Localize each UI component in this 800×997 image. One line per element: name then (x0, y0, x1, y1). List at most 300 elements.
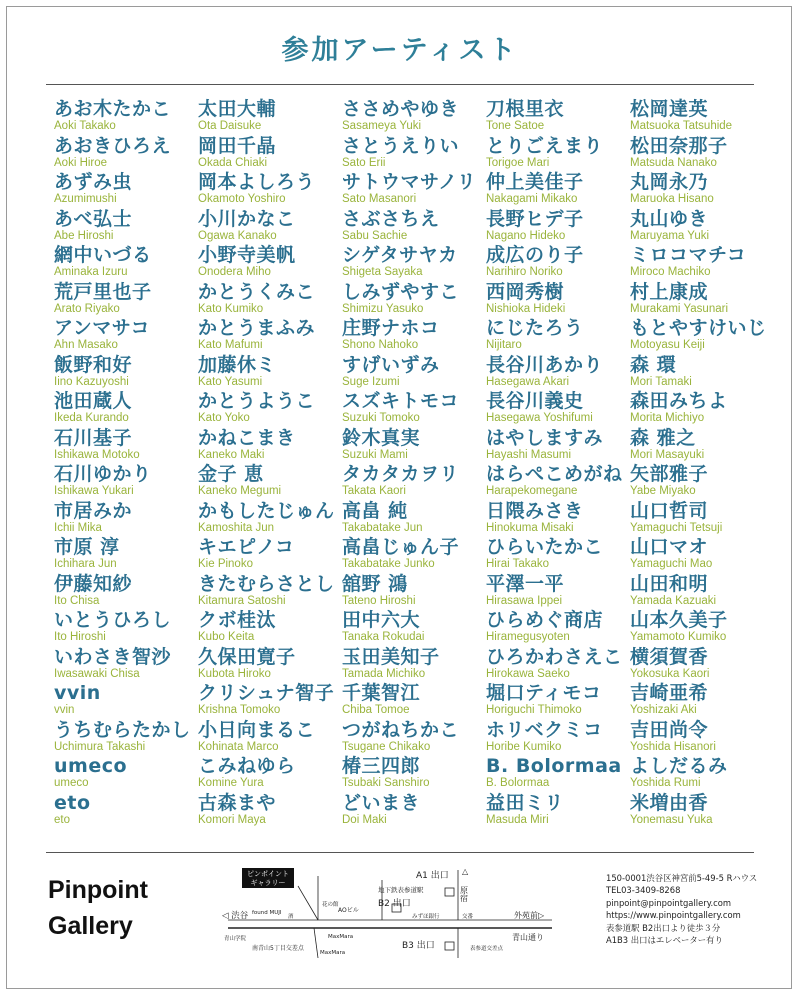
artist-entry (198, 463, 342, 500)
artist-name-japanese: さぶさちえ (342, 207, 440, 230)
artist-name-japanese: B. Bolormaa (486, 755, 622, 777)
elevator-note-text: A1B3 出口はエレベーター有り (606, 935, 723, 946)
artist-entry (486, 317, 630, 354)
artist-entry (54, 390, 198, 427)
artist-name-japanese: vvin (54, 682, 101, 704)
artist-entry (486, 682, 630, 719)
artist-name-romaji: Ikeda Kurando (54, 412, 129, 424)
artist-name-japanese: 平澤一平 (486, 572, 565, 595)
artist-name-romaji: Ogawa Kanako (198, 229, 277, 242)
artist-entry (630, 427, 774, 464)
artist-column-5 (630, 98, 774, 838)
artist-name-romaji: Sato Erii (342, 156, 386, 169)
artist-entry (54, 755, 198, 792)
artist-entry (342, 317, 486, 354)
artist-name-japanese: 小野寺美帆 (198, 244, 296, 266)
artist-name-japanese: 田中六大 (342, 609, 421, 631)
gallery-label-2: ギャラリー (250, 879, 286, 887)
artist-name-japanese: 市原 淳 (54, 536, 120, 558)
artist-name-romaji: Yamaguchi Tetsuji (630, 521, 723, 534)
artist-name-romaji: eto (54, 813, 70, 826)
artist-name-japanese: とりごえまり (486, 134, 604, 157)
artist-entry (54, 500, 198, 537)
gallery-logo (48, 872, 148, 944)
artist-name-japanese: 鈴木真実 (342, 426, 421, 449)
artist-entry (198, 317, 342, 354)
artist-name-japanese: どいまき (342, 791, 421, 814)
artist-name-romaji: Yonemasu Yuka (630, 813, 713, 826)
artist-name-romaji: Torigoe Mari (486, 156, 550, 169)
artist-name-romaji: Aminaka Izuru (54, 266, 128, 278)
artist-entry (198, 281, 342, 318)
artist-entry (198, 354, 342, 391)
artist-entry (54, 463, 198, 500)
artist-name-japanese: 刀根里衣 (486, 98, 565, 120)
minami-aoyama-label: 南青山5丁目交差点 (252, 945, 304, 952)
artist-name-japanese: 椿三四郎 (342, 755, 421, 777)
artist-name-japanese: 山口哲司 (630, 499, 709, 522)
artist-name-japanese: 山本久美子 (630, 609, 728, 631)
artist-name-japanese: ひらめぐ商店 (486, 609, 604, 631)
artist-name-japanese: 森 環 (630, 353, 677, 376)
artist-name-romaji: Suge Izumi (342, 375, 400, 388)
artist-name-romaji: Yamada Kazuaki (630, 594, 717, 607)
side-street-2 (298, 886, 318, 920)
artist-entry (486, 719, 630, 756)
artist-name-japanese: 益田ミリ (486, 791, 565, 814)
artist-name-japanese: きたむらさとし (198, 572, 335, 595)
artist-entry (630, 500, 774, 537)
maxmara-label-2: MaxMara (320, 950, 346, 956)
artist-name-japanese: キエピノコ (198, 536, 295, 558)
artist-name-japanese: クボ桂汰 (198, 609, 277, 631)
artist-entry (54, 281, 198, 318)
side-street-south (314, 928, 318, 958)
station-marker-b3 (445, 942, 454, 950)
artist-name-romaji: Tanaka Rokudai (342, 631, 425, 643)
artist-entry (54, 609, 198, 646)
artist-entry (630, 463, 774, 500)
artist-column-3 (342, 98, 486, 838)
artist-entry (630, 719, 774, 756)
artist-name-romaji: Ishikawa Yukari (54, 485, 134, 497)
artist-name-romaji: Kaneko Megumi (198, 485, 282, 497)
artist-entry (54, 98, 198, 135)
artist-name-romaji: Harapekomegane (486, 485, 578, 497)
artist-name-romaji: Kohinata Marco (198, 740, 279, 753)
artist-entry (342, 354, 486, 391)
artist-name-romaji: Morita Michiyo (630, 412, 705, 424)
artist-entry (54, 719, 198, 756)
artist-name-japanese: eto (54, 791, 91, 814)
artist-column-1 (54, 98, 198, 838)
artist-name-romaji: Hirokawa Saeko (486, 667, 570, 680)
gaienmae-direction: 外苑前▷ (514, 911, 545, 920)
artist-name-romaji: Motoyasu Keiji (630, 339, 705, 351)
artist-name-japanese: 石川ゆかり (54, 463, 152, 485)
artist-name-romaji: Ito Chisa (54, 594, 100, 607)
artist-name-japanese: 長野ヒデ子 (486, 207, 584, 230)
station-marker-a1 (445, 888, 454, 896)
artist-name-japanese: あべ弘士 (54, 207, 133, 230)
ao-building-label: AOビル (338, 907, 359, 914)
artist-entry (630, 573, 774, 610)
artist-name-romaji: Hiramegusyoten (486, 631, 570, 643)
aoyama-gakuin-label: 青山学院 (224, 936, 247, 942)
bottom-divider (46, 852, 754, 853)
artist-name-japanese: あずみ虫 (54, 171, 133, 193)
artist-name-romaji: Kubota Hiroko (198, 667, 271, 680)
artist-name-romaji: Hasegawa Akari (486, 375, 570, 388)
artist-entry (198, 244, 342, 281)
artist-name-romaji: Yoshida Hisanori (630, 740, 716, 753)
b2-exit-label: B2 出口 (378, 899, 411, 909)
artist-name-japanese: 高畠じゅん子 (342, 536, 460, 558)
artist-name-japanese: もとやすけいじ (630, 317, 767, 339)
artist-entry (486, 208, 630, 245)
artist-entry (486, 390, 630, 427)
artist-name-japanese: 久保田寛子 (198, 645, 296, 668)
artist-name-romaji: Ahn Masako (54, 339, 118, 351)
artist-name-japanese: 米増由香 (630, 791, 709, 814)
artist-name-japanese: かもしたじゅん (198, 499, 335, 522)
artist-entry (630, 390, 774, 427)
artist-name-romaji: Horibe Kumiko (486, 740, 562, 753)
artist-name-japanese: 吉崎亜希 (630, 682, 709, 704)
artist-entry (630, 135, 774, 172)
artist-entry (342, 390, 486, 427)
shibuya-direction: ◁ 渋谷 (222, 911, 249, 921)
artist-entry (342, 244, 486, 281)
artist-name-japanese: ささめやゆき (342, 98, 460, 120)
artist-name-romaji: Aoki Hiroe (54, 156, 108, 169)
artist-entry (486, 354, 630, 391)
artist-name-japanese: かねこまき (198, 426, 296, 449)
artist-name-romaji: Hinokuma Misaki (486, 521, 574, 534)
artist-name-japanese: 荒戸里也子 (54, 280, 152, 303)
aoyama-dori-label: 青山通り (512, 933, 544, 942)
walk-directions-text: 表参道駅 B2出口より徒歩３分 (606, 922, 721, 933)
artist-entry (486, 646, 630, 683)
artist-entry (342, 792, 486, 829)
artist-entry (486, 427, 630, 464)
artist-entry (486, 98, 630, 135)
artist-name-romaji: Suzuki Mami (342, 448, 408, 461)
artist-name-romaji: Miroco Machiko (630, 266, 711, 278)
artist-name-romaji: Ito Hiroshi (54, 631, 106, 643)
artist-name-japanese: 西岡秀樹 (486, 280, 565, 303)
logo-line-2: Gallery (48, 912, 133, 940)
artist-name-romaji: Iino Kazuyoshi (54, 375, 129, 388)
artist-name-japanese: ホリベクミコ (486, 718, 603, 741)
artist-name-japanese: ミロコマチコ (630, 244, 747, 266)
artist-name-japanese: こみねゆら (198, 755, 296, 777)
artist-name-romaji: Ichii Mika (54, 521, 102, 534)
artist-name-romaji: Arato Riyako (54, 302, 120, 315)
omotesando-crossing-label: 表参道交差点 (470, 946, 504, 952)
artist-entry (198, 609, 342, 646)
artist-name-romaji: Ichihara Jun (54, 558, 117, 570)
artist-entry (198, 682, 342, 719)
artist-name-japanese: タカタカヲリ (342, 463, 460, 485)
artist-name-japanese: いわさき智沙 (54, 645, 172, 668)
artist-name-romaji: Shigeta Sayaka (342, 266, 423, 278)
artist-name-japanese: 古森まや (198, 791, 277, 814)
hana-label: 花の館 (322, 902, 339, 908)
artist-name-romaji: Kato Kumiko (198, 302, 264, 315)
artist-entry (198, 171, 342, 208)
artist-name-japanese: 千葉智江 (342, 682, 421, 704)
artist-entry (630, 792, 774, 829)
artist-name-romaji: Sabu Sachie (342, 229, 408, 242)
artist-name-romaji: Sato Masanori (342, 193, 417, 205)
found-muji-label: found MUJI (252, 910, 282, 916)
artist-name-japanese: 加藤休ミ (198, 353, 277, 376)
artist-entry (54, 317, 198, 354)
artist-name-japanese: すげいずみ (342, 353, 440, 376)
artist-name-romaji: Onodera Miho (198, 266, 271, 278)
artist-entry (630, 317, 774, 354)
artist-name-romaji: Uchimura Takashi (54, 740, 146, 753)
artist-name-romaji: Tamada Michiko (342, 667, 426, 680)
artist-name-romaji: Kato Yoko (198, 412, 250, 424)
top-divider (46, 84, 754, 85)
a1-exit-label: A1 出口 (416, 871, 449, 881)
artist-name-japanese: 森田みちよ (630, 390, 728, 412)
artist-entry (486, 536, 630, 573)
artist-name-romaji: Suzuki Tomoko (342, 412, 420, 424)
artist-entry (486, 244, 630, 281)
artist-name-romaji: Hirai Takako (486, 558, 550, 570)
artist-name-japanese: 長谷川義史 (486, 390, 584, 412)
access-map (222, 866, 594, 962)
artist-entry (54, 536, 198, 573)
artist-entry (342, 463, 486, 500)
artist-name-romaji: Yabe Miyako (630, 485, 696, 497)
artist-name-romaji: vvin (54, 704, 75, 716)
artist-name-japanese: うちむらたかし (54, 718, 191, 741)
artist-entry (54, 208, 198, 245)
artist-name-japanese: 金子 恵 (198, 463, 264, 485)
artist-name-romaji: Kubo Keita (198, 631, 255, 643)
artist-name-romaji: Komine Yura (198, 777, 264, 789)
artist-name-romaji: Tsubaki Sanshiro (342, 777, 430, 789)
artist-name-romaji: Yokosuka Kaori (630, 667, 710, 680)
artist-name-japanese: かとうまふみ (198, 317, 316, 339)
b3-exit-label: B3 出口 (402, 941, 435, 951)
artist-name-romaji: Azumimushi (54, 193, 117, 205)
artist-entry (342, 500, 486, 537)
artist-entry (630, 682, 774, 719)
artist-name-romaji: Masuda Miri (486, 813, 549, 826)
artist-name-romaji: Takabatake Jun (342, 521, 423, 534)
email-link[interactable]: pinpoint@pinpointgallery.com (606, 897, 732, 908)
artist-name-japanese: 小日向まるこ (198, 718, 316, 741)
artist-name-romaji: Hirasawa Ippei (486, 594, 563, 607)
artist-entry (630, 281, 774, 318)
artist-entry (54, 573, 198, 610)
artist-name-japanese: アンマサコ (54, 317, 150, 339)
artist-name-romaji: Tsugane Chikako (342, 740, 431, 753)
maxmara-label-1: MaxMara (328, 934, 354, 940)
artist-name-romaji: Kie Pinoko (198, 558, 253, 570)
artist-entry (198, 135, 342, 172)
artist-name-japanese: 村上康成 (630, 280, 709, 303)
artist-name-romaji: Kato Mafumi (198, 339, 263, 351)
artist-entry (486, 609, 630, 646)
artist-name-japanese: 丸岡永乃 (630, 171, 709, 193)
mizuho-label: みずほ銀行 (412, 914, 440, 920)
artist-name-japanese: クリシュナ智子 (198, 682, 335, 704)
artist-name-japanese: はらぺこめがね (486, 463, 623, 485)
artist-name-romaji: Hasegawa Yoshifumi (486, 412, 593, 424)
artist-name-romaji: Tone Satoe (486, 120, 545, 132)
koban-label: 交番 (462, 914, 474, 920)
artist-name-japanese: さとうえりい (342, 134, 460, 157)
artist-entry (198, 536, 342, 573)
artist-name-romaji: Iwasawaki Chisa (54, 667, 140, 680)
artist-entry (630, 536, 774, 573)
artist-entry (630, 354, 774, 391)
artist-name-japanese: 山口マオ (630, 536, 709, 558)
artist-name-japanese: かとうくみこ (198, 280, 316, 303)
artist-name-romaji: Okada Chiaki (198, 156, 268, 169)
artist-name-romaji: Murakami Yasunari (630, 302, 729, 315)
artist-name-japanese: 山田和明 (630, 572, 709, 595)
artist-entry (198, 390, 342, 427)
artist-entry (342, 427, 486, 464)
artist-name-japanese: 石川基子 (54, 426, 133, 449)
artist-name-romaji: Nagano Hideko (486, 229, 566, 242)
artist-name-romaji: Matsuoka Tatsuhide (630, 120, 733, 132)
artist-name-japanese: 庄野ナホコ (342, 317, 440, 339)
artist-name-japanese: ひろかわさえこ (486, 645, 623, 668)
artist-entry (486, 135, 630, 172)
artist-entry (198, 646, 342, 683)
artist-entry (54, 427, 198, 464)
artist-name-romaji: Ota Daisuke (198, 120, 262, 132)
artist-name-japanese: 網中いづる (54, 244, 152, 266)
artist-name-romaji: Kitamura Satoshi (198, 594, 286, 607)
logo-line-1: Pinpoint (48, 876, 148, 904)
artist-name-japanese: 矢部雅子 (630, 463, 709, 485)
artist-name-japanese: 成広のり子 (486, 244, 584, 266)
artist-name-romaji: Maruoka Hisano (630, 193, 714, 205)
access-map-svg (222, 866, 594, 962)
artist-name-romaji: Nakagami Mikako (486, 193, 578, 205)
artist-name-romaji: Abe Hiroshi (54, 229, 114, 242)
artist-name-romaji: Mori Masayuki (630, 448, 705, 461)
artist-name-japanese: 丸山ゆき (630, 207, 709, 230)
artist-name-romaji: B. Bolormaa (486, 777, 550, 789)
artist-entry (342, 682, 486, 719)
artist-entry (486, 792, 630, 829)
artist-entry (54, 354, 198, 391)
station-label: 地下鉄表参道駅 (378, 886, 424, 894)
artist-name-japanese: 岡田千晶 (198, 134, 277, 157)
artist-entry (342, 208, 486, 245)
artist-entry (630, 208, 774, 245)
artist-name-romaji: Yoshizaki Aki (630, 704, 697, 716)
artist-name-japanese: 松岡達英 (630, 98, 709, 120)
artist-entry (630, 98, 774, 135)
address-text: 150-0001渋谷区神宮前5-49-5 Rハウス (606, 873, 758, 883)
artist-name-romaji: Kato Yasumi (198, 375, 263, 388)
artist-name-japanese: にじたろう (486, 317, 584, 339)
artist-name-romaji: Takabatake Junko (342, 558, 435, 570)
artist-entry (198, 755, 342, 792)
artist-name-romaji: Kaneko Maki (198, 448, 265, 461)
artist-name-romaji: Doi Maki (342, 813, 387, 826)
artist-entry (54, 171, 198, 208)
artist-name-japanese: 小川かなこ (198, 207, 296, 230)
artist-entry (486, 573, 630, 610)
artist-name-japanese: 岡本よしろう (198, 171, 316, 193)
website-link[interactable]: https://www.pinpointgallery.com (606, 910, 741, 921)
artist-name-japanese: あお木たかこ (54, 98, 172, 120)
artist-entry (198, 500, 342, 537)
artist-name-japanese: 松田奈那子 (630, 134, 728, 157)
artist-name-japanese: つがねちかこ (342, 718, 460, 741)
artist-name-romaji: Matsuda Nanako (630, 156, 717, 169)
artist-entry (342, 755, 486, 792)
artist-name-japanese: 長谷川あかり (486, 353, 604, 376)
artist-name-romaji: Narihiro Noriko (486, 266, 563, 278)
artist-name-romaji: Shimizu Yasuko (342, 302, 424, 315)
artist-name-romaji: Yamaguchi Mao (630, 558, 713, 570)
artist-name-japanese: 市居みか (54, 499, 133, 522)
artist-entry (342, 536, 486, 573)
artist-name-romaji: umeco (54, 777, 89, 789)
artist-name-japanese: 横須賀香 (630, 645, 709, 668)
artist-entry (198, 427, 342, 464)
artist-entry (198, 719, 342, 756)
artist-name-romaji: Horiguchi Thimoko (486, 704, 582, 716)
artist-entry (630, 609, 774, 646)
gallery-info (606, 872, 792, 946)
artist-entry (630, 244, 774, 281)
artist-name-romaji: Hayashi Masumi (486, 448, 571, 461)
artist-list (54, 98, 774, 838)
artist-entry (486, 281, 630, 318)
artist-name-japanese: ひらいたかこ (486, 536, 604, 558)
sake-label: 酒 (288, 914, 294, 920)
artist-entry (630, 755, 774, 792)
artist-entry (198, 208, 342, 245)
artist-entry (630, 171, 774, 208)
artist-name-japanese: 伊藤知紗 (54, 572, 133, 595)
artist-entry (630, 646, 774, 683)
artist-entry (198, 792, 342, 829)
artist-name-romaji: Nijitaro (486, 339, 522, 351)
artist-entry (54, 135, 198, 172)
harajuku-label: △ (462, 867, 469, 876)
artist-name-japanese: 池田蔵人 (54, 390, 133, 412)
artist-column-2 (198, 98, 342, 838)
artist-name-japanese: シゲタサヤカ (342, 244, 458, 266)
artist-name-japanese: 飯野和好 (54, 353, 133, 376)
artist-entry (342, 171, 486, 208)
artist-name-japanese: かとうようこ (198, 390, 316, 412)
artist-name-romaji: Yoshida Rumi (630, 777, 701, 789)
artist-name-japanese: 森 雅之 (630, 426, 696, 449)
artist-name-romaji: Mori Tamaki (630, 375, 692, 388)
artist-entry (342, 135, 486, 172)
artist-name-japanese: 堀口ティモコ (486, 682, 602, 704)
artist-name-japanese: 吉田尚令 (630, 718, 709, 741)
harajuku-direction: 原宿 (459, 886, 469, 902)
artist-entry (54, 682, 198, 719)
